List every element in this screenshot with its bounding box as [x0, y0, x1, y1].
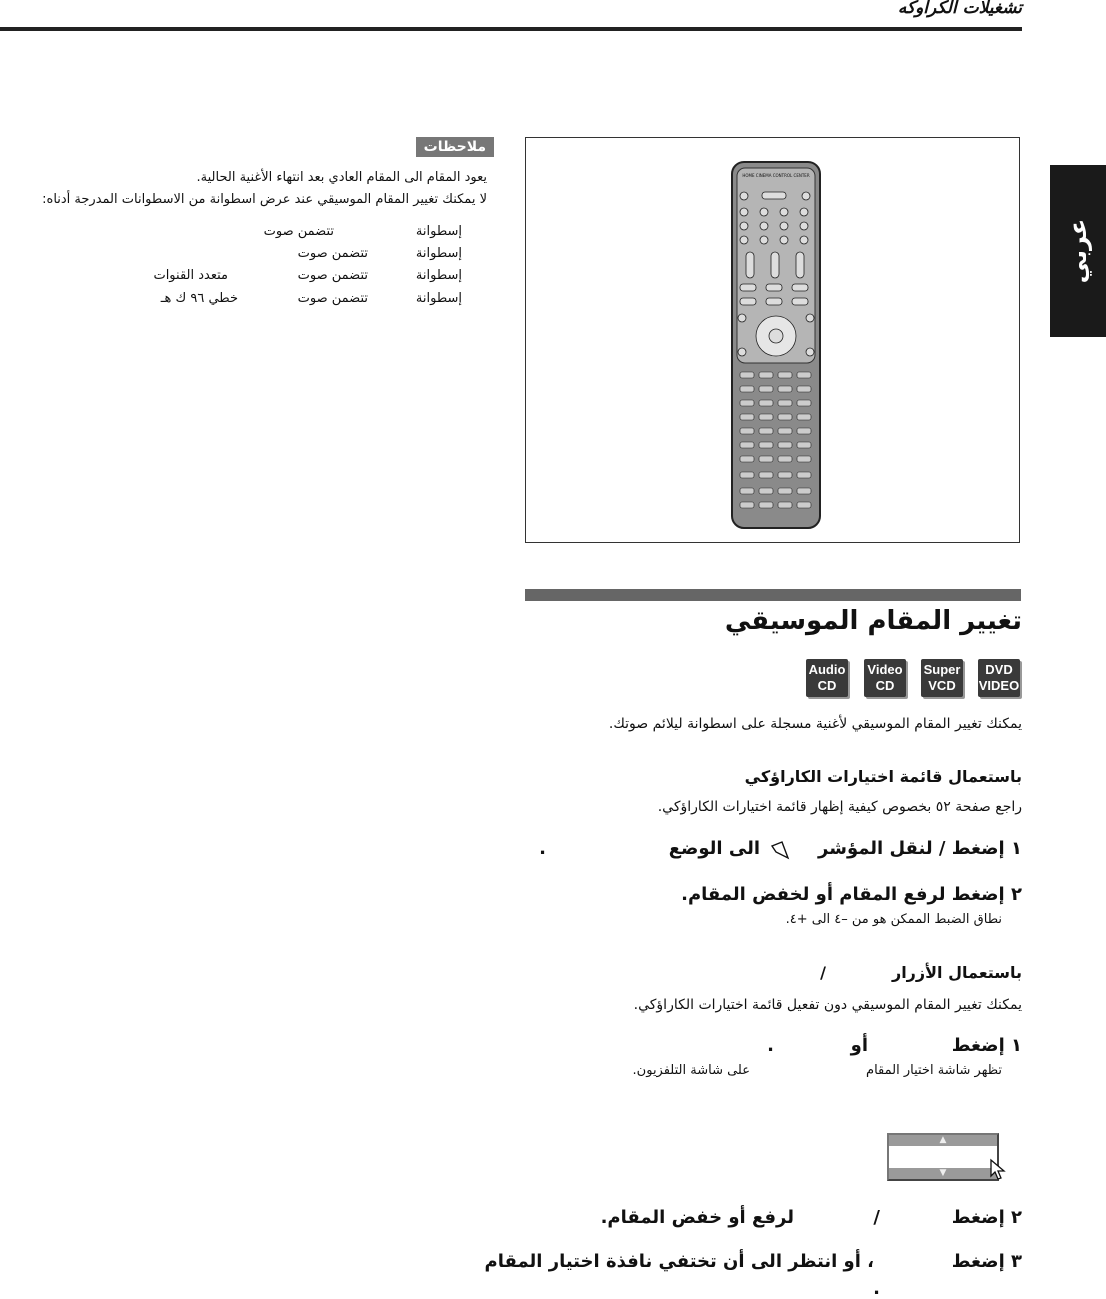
disc-cell: تتضمن صوت — [297, 268, 368, 283]
button-method-heading-slash: / — [820, 963, 826, 982]
disc-cell: خطي ٩٦ ك هـ — [160, 291, 238, 306]
disc-badge-super-vcd: Super VCD — [921, 659, 963, 697]
menu-step-2-note: نطاق الضبط الممكن هو من –٤ الى +٤. — [785, 912, 1002, 927]
pointer-cursor-icon — [988, 1158, 1008, 1180]
menu-method-heading: باستعمال قائمة اختيارات الكاراؤكي — [744, 767, 1022, 786]
disc-cell: تتضمن صوت — [297, 291, 368, 306]
page-header-title: تشغيلات الكراوكه — [897, 0, 1022, 18]
disc-cell: إسطوانة — [415, 224, 462, 239]
notes-line-2: لا يمكنك تغيير المقام الموسيقي عند عرض اسطوانة من الاسطوانات المدرجة أدناه: — [42, 192, 487, 207]
disc-cell: إسطوانة — [415, 291, 462, 306]
button-step-2-tail: لرفع أو خفض المقام. — [600, 1207, 794, 1228]
menu-method-ref: راجع صفحة ٥٢ بخصوص كيفية إظهار قائمة اختيارات الكاراؤكي. — [657, 799, 1022, 815]
cursor-arrow-icon — [770, 840, 790, 862]
button-step-2: ٢ إضغط — [951, 1207, 1022, 1228]
disc-badge-video-cd: Video CD — [864, 659, 906, 697]
disc-cell: إسطوانة — [415, 268, 462, 283]
remote-control-illustration — [730, 160, 822, 530]
button-step-1-note-b: على شاشة التلفزيون. — [632, 1063, 750, 1078]
section-title: تغيير المقام الموسيقي — [724, 606, 1022, 636]
button-step-1-dot: . — [767, 1035, 774, 1056]
button-step-3: ٣ إضغط — [951, 1251, 1022, 1272]
button-step-1: ١ إضغط — [951, 1035, 1022, 1056]
notes-line-1: يعود المقام الى المقام العادي بعد انتهاء الأغنية الحالية. — [196, 170, 487, 185]
button-step-2-slash: / — [873, 1207, 880, 1228]
button-step-3-dot: . — [873, 1278, 880, 1299]
button-method-intro: يمكنك تغيير المقام الموسيقي دون تفعيل قائمة اختيارات الكاراؤكي. — [633, 997, 1022, 1013]
disc-cell: تتضمن صوت — [297, 246, 368, 261]
pitch-selection-window — [887, 1133, 999, 1181]
menu-step-1-tail: الى الوضع — [668, 838, 760, 859]
pitch-down-arrow-icon: ▼ — [889, 1168, 997, 1179]
header-rule — [0, 27, 1022, 31]
disc-badge-audio-cd: Audio CD — [806, 659, 848, 697]
menu-step-1-dot: . — [539, 838, 546, 859]
section-rule — [525, 589, 1021, 601]
language-tab — [1050, 165, 1106, 337]
menu-step-1: ١ إضغط / لنقل المؤشر — [818, 838, 1022, 859]
disc-cell: إسطوانة — [415, 246, 462, 261]
button-method-heading: باستعمال الأزرار — [891, 963, 1022, 982]
notes-label: ملاحظات — [416, 137, 494, 157]
disc-badge-dvd-video: DVD VIDEO — [978, 659, 1020, 697]
button-step-1-or: أو — [850, 1035, 868, 1056]
section-intro: يمكنك تغيير المقام الموسيقي لأغنية مسجلة على اسطوانة ليلائم صوتك. — [608, 716, 1022, 732]
disc-cell: متعدد القنوات — [153, 268, 228, 283]
menu-step-2: ٢ إضغط لرفع المقام أو لخفض المقام. — [681, 884, 1022, 905]
pitch-up-arrow-icon: ▲ — [889, 1135, 997, 1146]
button-step-3-tail: ، أو انتظر الى أن تختفي نافذة اختيار المقام — [484, 1251, 874, 1272]
svg-text:HOME CINEMA CONTROL CENTER: HOME CINEMA CONTROL CENTER — [742, 173, 810, 178]
disc-cell: تتضمن صوت — [263, 224, 334, 239]
button-step-1-note-a: تظهر شاشة اختيار المقام — [866, 1063, 1002, 1078]
language-tab-label: عربي — [1064, 218, 1092, 284]
